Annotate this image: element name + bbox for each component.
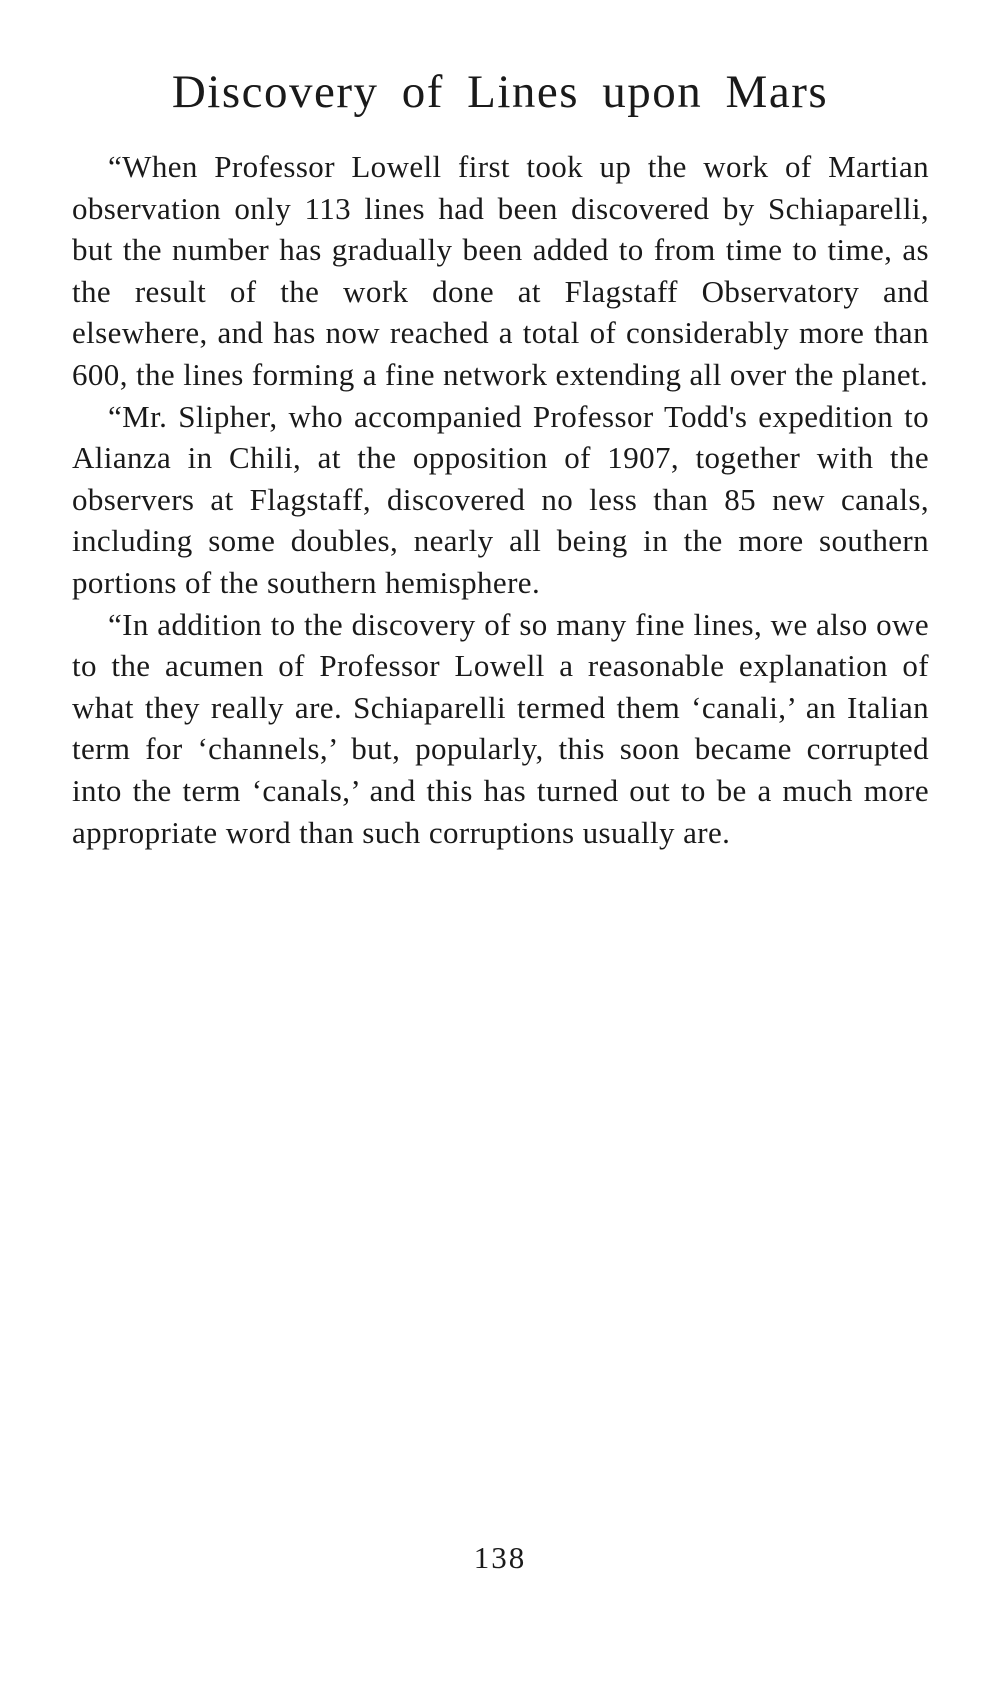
body-text: [72, 146, 929, 853]
running-head: Discovery of Lines upon Mars: [171, 66, 829, 118]
paragraph: “When Professor Lowell first took up the work of Martian observation only 113 lines had been discovered by Schiaparelli, but the number has gradually been added to from time to time, as the result of the work done at Flagstaff Observatory and elsewhere, and has now reached a total of considerably more than 600, the lines forming a fine network extending all over the planet.: [72, 149, 929, 392]
page-number: 138: [473, 1540, 527, 1575]
paragraph: “Mr. Slipher, who accompanied Professor Todd's expedition to Alianza in Chili, at the opposition of 1907, together with the observers at Flagstaff, discovered no less than 85 new canals, including some doubles, nearly all being in the more southern portions of the southern hemisphere.: [72, 398, 929, 600]
paragraph: “In addition to the discovery of so many fine lines, we also owe to the acumen of Professor Lowell a reasonable explanation of what they really are. Schiaparelli termed them ‘canali,’ an Italian term for ‘channels,’ but, popularly, this soon became corrupted into the term ‘canals,’ and this has turned out to be a much more appropriate word than such corruptions usually are.: [72, 606, 929, 850]
